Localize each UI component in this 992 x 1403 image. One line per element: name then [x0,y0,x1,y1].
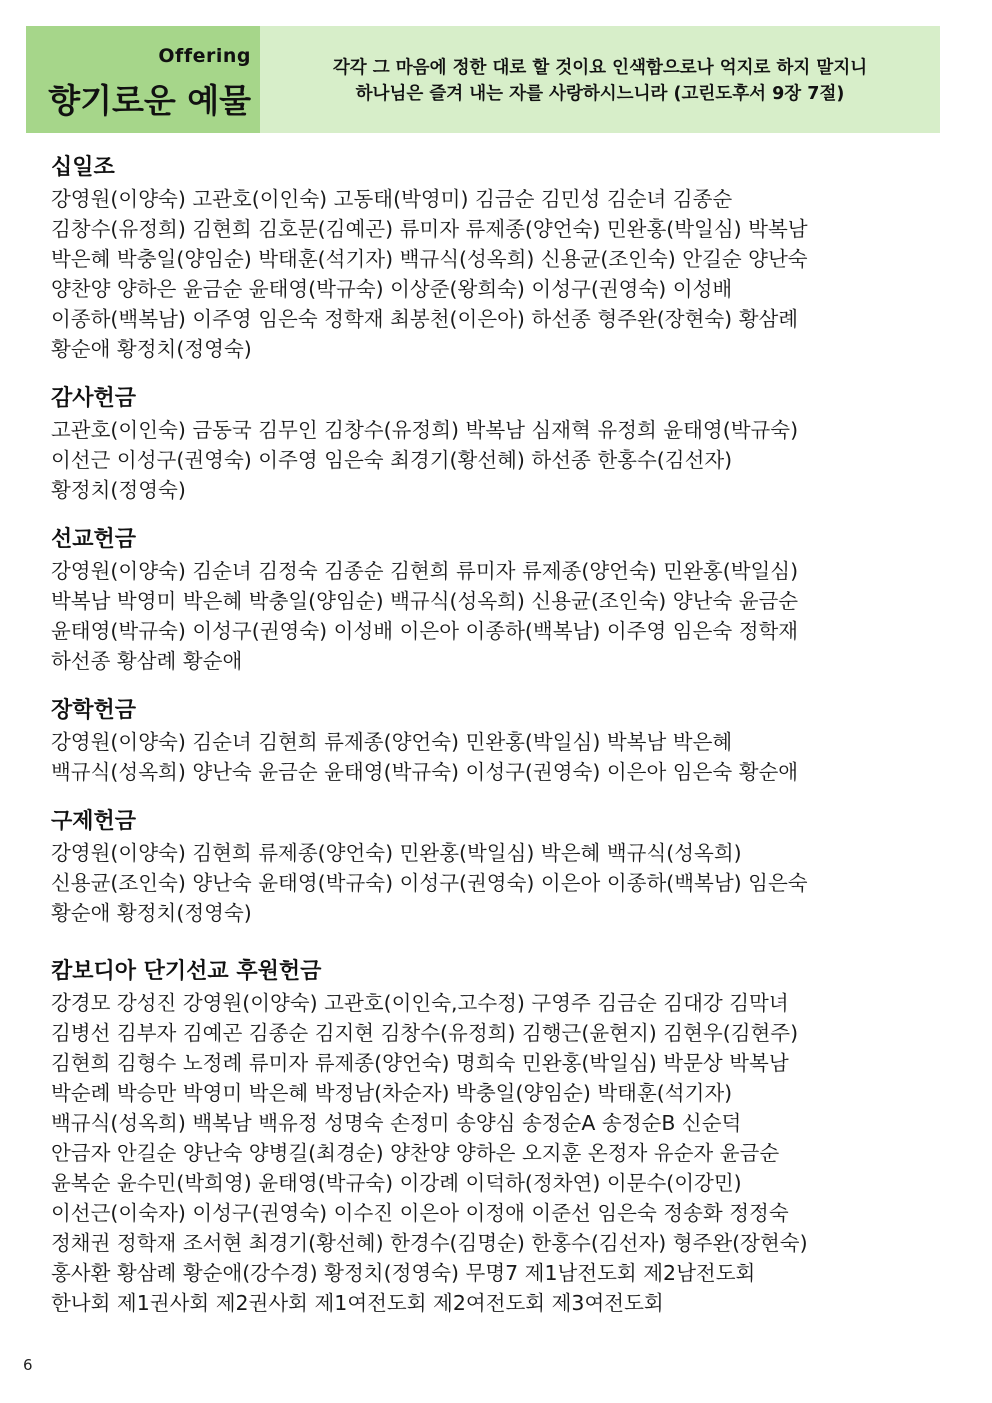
name-line: 윤태영(박규숙) 이성구(권영숙) 이성배 이은아 이종하(백복남) 이주영 임은숙 정학재 [51,619,799,643]
section-relief [51,808,951,928]
name-line: 백규식(성옥희) 양난숙 윤금순 윤태영(박규숙) 이성구(권영숙) 이은아 임은숙 황순애 [51,760,799,784]
name-line: 황순애 황정치(정영숙) [51,901,252,925]
name-line: 정채권 정학재 조서현 최경기(황선혜) 한경수(김명순) 한홍수(김선자) 형주완(장현숙) [51,1231,808,1255]
name-line: 김창수(유정희) 김현희 김호문(김예곤) 류미자 류제종(양언숙) 민완홍(박일심) 박복남 [51,217,808,241]
name-line: 박복남 박영미 박은혜 박충일(양임순) 백규식(성옥희) 신용균(조인숙) 양난숙 윤금순 [51,589,799,613]
name-line: 한나회 제1권사회 제2권사회 제1여전도회 제2여전도회 제3여전도회 [51,1291,664,1315]
name-line: 김병선 김부자 김예곤 김종순 김지현 김창수(유정희) 김행근(윤현지) 김현우(김현주) [51,1021,799,1045]
section-title: 선교헌금 [51,527,137,552]
verse-line-2: 하나님은 즐겨 내는 자를 사랑하시느니라 (고린도후서 9장 7절) [355,83,845,104]
name-line: 강경모 강성진 강영원(이양숙) 고관호(이인숙,고수정) 구영주 김금순 김대강 김막녀 [51,991,789,1015]
name-line: 김현희 김형수 노정례 류미자 류제종(양언숙) 명희숙 민완홍(박일심) 박문상 박복남 [51,1051,789,1075]
name-line: 박은혜 박충일(양임순) 박태훈(석기자) 백규식(성옥희) 신용균(조인숙) 안길순 양난숙 [51,247,808,271]
section-title: 감사헌금 [51,386,137,411]
name-line: 윤복순 윤수민(박희영) 윤태영(박규숙) 이강례 이덕하(정차연) 이문수(이강민) [51,1171,742,1195]
section-scholarship [51,697,951,787]
name-line: 신용균(조인숙) 양난숙 윤태영(박규숙) 이성구(권영숙) 이은아 이종하(백복남) 임은숙 [51,871,808,895]
verse-line-1: 각각 그 마음에 정한 대로 할 것이요 인색함으로나 억지로 하지 말지니 [332,57,868,78]
name-line: 강영원(이양숙) 김순녀 김현희 류제종(양언숙) 민완홍(박일심) 박복남 박은혜 [51,730,733,754]
section-title: 장학헌금 [51,698,137,723]
header-title-en: Offering [158,45,251,67]
header-title-ko: 향기로운 예물 [48,81,251,120]
page-number: 6 [23,1356,33,1374]
name-line: 강영원(이양숙) 고관호(이인숙) 고동태(박영미) 김금순 김민성 김순녀 김종순 [51,187,733,211]
header-title-box [26,26,260,133]
section-tithe [51,154,951,364]
name-line: 황정치(정영숙) [51,478,186,502]
section-thanksgiving [51,385,951,505]
name-line: 홍사환 황삼례 황순애(강수경) 황정치(정영숙) 무명7 제1남전도회 제2남전도회 [51,1261,756,1285]
name-line: 고관호(이인숙) 금동국 김무인 김창수(유정희) 박복남 심재혁 유정희 윤태영(박규숙) [51,418,799,442]
name-line: 강영원(이양숙) 김순녀 김정숙 김종순 김현희 류미자 류제종(양언숙) 민완홍(박일심) [51,559,799,583]
name-line: 강영원(이양숙) 김현희 류제종(양언숙) 민완홍(박일심) 박은혜 백규식(성옥희) [51,841,742,865]
name-line: 황순애 황정치(정영숙) [51,337,252,361]
section-title: 캄보디아 단기선교 후원헌금 [51,959,322,984]
section-cambodia-mission [51,958,951,1318]
offering-header [26,26,940,133]
name-line: 이선근 이성구(권영숙) 이주영 임은숙 최경기(황선혜) 하선종 한홍수(김선자) [51,448,733,472]
name-line: 하선종 황삼례 황순애 [51,649,243,673]
header-verse [260,26,940,133]
name-line: 백규식(성옥희) 백복남 백유정 성명숙 손정미 송양심 송정순A 송정순B 신순덕 [51,1111,742,1135]
name-line: 이종하(백복남) 이주영 임은숙 정학재 최봉천(이은아) 하선종 형주완(장현숙) 황삼례 [51,307,799,331]
section-title: 십일조 [51,155,115,180]
name-line: 이선근(이숙자) 이성구(권영숙) 이수진 이은아 이정애 이준선 임은숙 정송화 정정숙 [51,1201,789,1225]
name-line: 박순례 박승만 박영미 박은혜 박정남(차순자) 박충일(양임순) 박태훈(석기자) [51,1081,733,1105]
name-line: 안금자 안길순 양난숙 양병길(최경순) 양찬양 양하은 오지훈 온정자 유순자 윤금순 [51,1141,780,1165]
section-mission [51,526,951,676]
name-line: 양찬양 양하은 윤금순 윤태영(박규숙) 이상준(왕희숙) 이성구(권영숙) 이성배 [51,277,733,301]
section-title: 구제헌금 [51,809,137,834]
